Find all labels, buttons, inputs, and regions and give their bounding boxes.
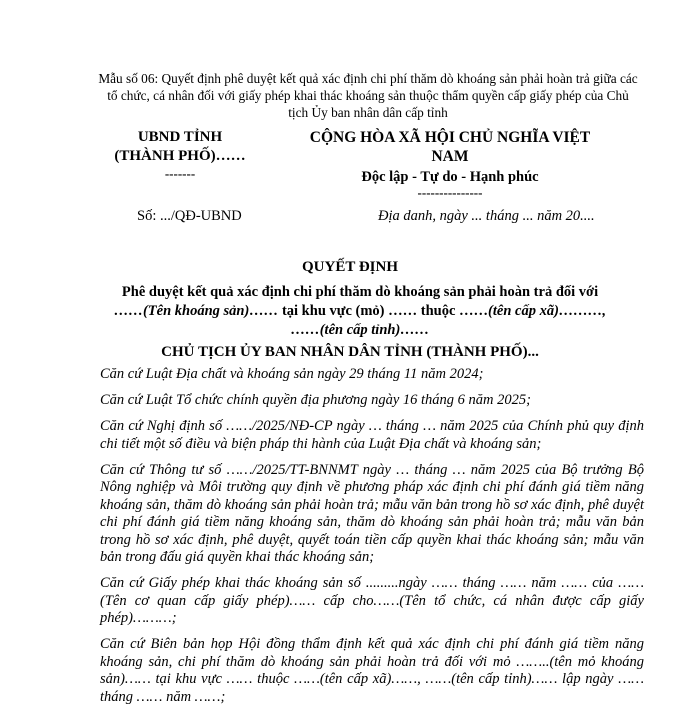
legal-basis: Căn cứ Luật Địa chất và khoáng sản ngày 29 tháng 11 năm 2024; [100, 366, 484, 382]
legal-basis: Căn cứ Biên bản họp Hội đồng thẩm định kết quả xác định chi phí đánh giá tiềm năng khoáng sản, chi phí thăm dò khoáng sản phải hoàn trả đối với mỏ ……..(tên mỏ khoáng sản)…… tại khu vực …… thuộc ……(tên cấp xã)……, ……(tên cấp tỉnh)…… lập ngày …… tháng …… năm ……; [100, 636, 644, 705]
form-title: Mẫu số 06: Quyết định phê duyệt kết quả xác định chi phí thăm dò khoáng sản phải hoàn trả giữa các tổ chức, cá nhân đối với giấy phép khai thác khoáng sản thuộc thẩm quyền cấp giấy phép của Chủ tịch Ủy ban nhân dân cấp tỉnh [98, 71, 638, 120]
subtitle-province: ……(tên cấp tỉnh)…… [290, 322, 430, 338]
legal-basis: Căn cứ Luật Tổ chức chính quyền địa phương ngày 16 tháng 6 năm 2025; [100, 392, 531, 408]
authority-line-1: UBND TỈNH [137, 129, 223, 145]
decision-subtitle [100, 283, 620, 340]
document-number: Số: .../QĐ-UBND [137, 208, 242, 224]
place-date: Địa danh, ngày ... tháng ... năm 20.... [378, 208, 595, 224]
decision-title: QUYẾT ĐỊNH [302, 259, 398, 275]
subtitle-mineral-name: ……(Tên khoáng sản)…… [113, 303, 279, 319]
subtitle-commune: (tên cấp xã)………, [488, 303, 607, 319]
legal-bases [100, 366, 644, 715]
legal-basis: Căn cứ Giấy phép khai thác khoáng sản số .........ngày …… tháng …… năm …… của ……(Tên cơ quan cấp giấy phép)…… cấp cho……(Tên tổ chức, cá nhân được cấp giấy phép)………; [100, 575, 644, 626]
authority-divider: ------- [164, 166, 196, 181]
chairman-heading: CHỦ TỊCH ỦY BAN NHÂN DÂN TỈNH (THÀNH PHỐ)... [161, 344, 539, 360]
legal-basis: Căn cứ Thông tư số ……/2025/TT-BNNMT ngày … tháng … năm 2025 của Bộ trưởng Bộ Nông nghiệp và Môi trường quy định về phương pháp xác định chi phí đánh giá tiềm năng khoáng sản, thăm dò khoáng sản phải hoàn trả; mẫu văn bản trong hồ sơ xác định, phê duyệt chi phí đánh giá tiềm năng khoáng sản, thăm dò khoáng sản phải hoàn trả; mẫu văn bản trong hồ sơ xác định, phê duyệt, quyết toán tiền cấp quyền khai thác khoáng sản; mẫu văn bản trong đấu giá quyền khai thác khoáng sản; [100, 461, 644, 565]
authority-line-2: (THÀNH PHỐ)…… [114, 148, 246, 164]
legal-basis: Căn cứ Nghị định số ……/2025/NĐ-CP ngày … tháng … năm 2025 của Chính phủ quy định chi tiết một số điều và biện pháp thi hành của Luật Địa chất và khoáng sản; [100, 418, 644, 452]
national-header [300, 128, 600, 199]
subtitle-area: tại khu vực (mỏ) …… thuộc …… [278, 303, 489, 319]
national-motto: Độc lập - Tự do - Hạnh phúc [361, 169, 539, 185]
nation-name: CỘNG HÒA XÃ HỘI CHỦ NGHĨA VIỆT NAM [309, 129, 591, 165]
issuing-authority [110, 128, 250, 183]
subtitle-line-2 [100, 302, 620, 321]
motto-divider: --------------- [417, 185, 483, 200]
subtitle-line-1: Phê duyệt kết quả xác định chi phí thăm dò khoáng sản phải hoàn trả đối với [121, 284, 599, 300]
